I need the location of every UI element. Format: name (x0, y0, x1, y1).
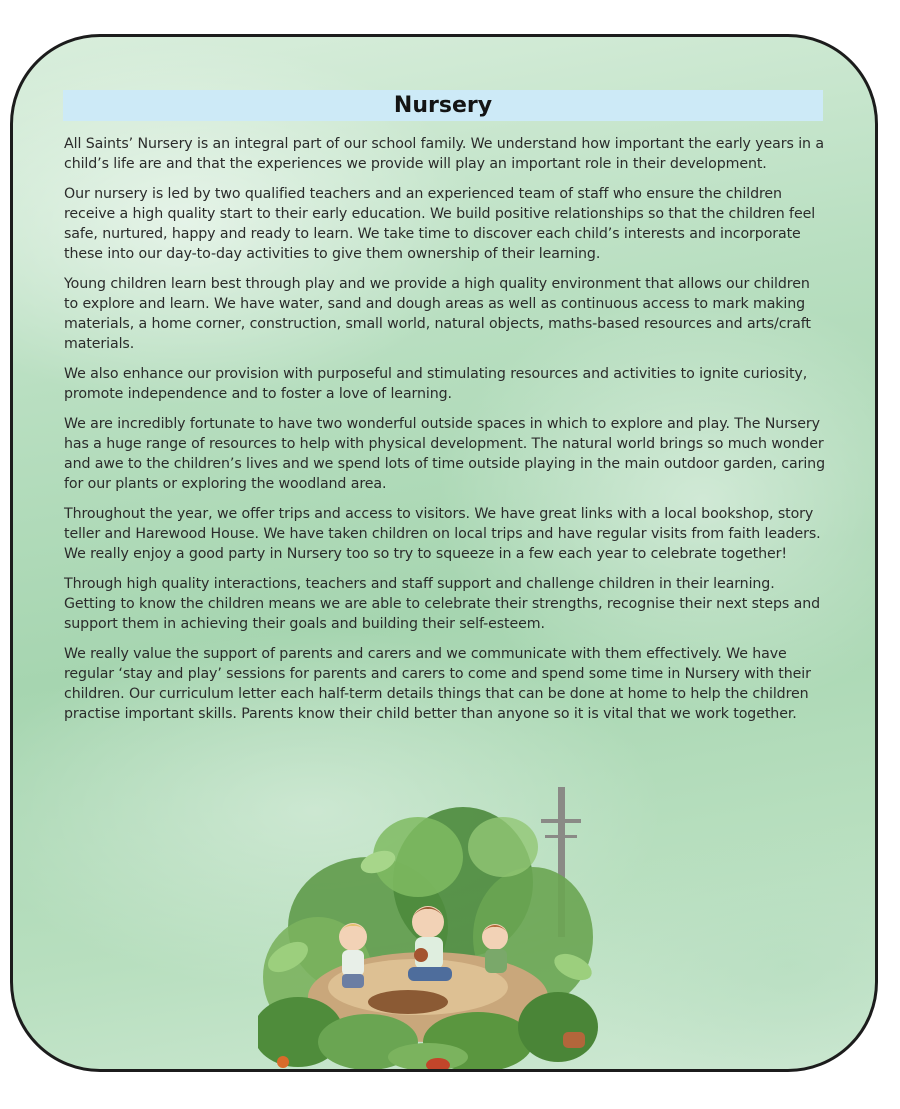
paragraph-staff: Our nursery is led by two qualified teachers and an experienced team of staff who ensure the children receive a high quality start to their early education. We build positive relationships so that the children feel safe, nurtured, happy and ready to learn. We take time to discover each child’s interests and incorporate these into our day-to-day activities to give them ownership of their learning. (64, 186, 816, 262)
title-bar (63, 90, 823, 121)
children-playing-in-garden-illustration (258, 787, 598, 1072)
nursery-card (10, 34, 878, 1072)
paragraph-parents: We really value the support of parents and carers and we communicate with them effectively. We have regular ‘stay and play’ sessions for parents and carers to come and spend some time in Nursery with their children. Our curriculum letter each half-term details things that can be done at home to help the children practise important skills. Parents know their child better than anyone so it is vital that we work together. (64, 646, 811, 722)
paragraph-trips: Throughout the year, we offer trips and access to visitors. We have great links with a local bookshop, story teller and Harewood House. We have taken children on local trips and have regular visits from faith leaders. We really enjoy a good party in Nursery too so try to squeeze in a few each year to celebrate together! (64, 506, 821, 562)
paragraph-provision: We also enhance our provision with purposeful and stimulating resources and activities to ignite curiosity, promote independence and to foster a love of learning. (64, 366, 808, 402)
page-title: Nursery (393, 93, 493, 118)
paragraph-outdoors: We are incredibly fortunate to have two wonderful outside spaces in which to explore and play. The Nursery has a huge range of resources to help with physical development. The natural world brings so much wonder and awe to the children’s lives and we spend lots of time outside playing in the main outdoor garden, caring for our plants or exploring the woodland area. (64, 416, 825, 492)
body-text (64, 134, 826, 734)
paragraph-play: Young children learn best through play and we provide a high quality environment that allows our children to explore and learn. We have water, sand and dough areas as well as continuous access to mark making materials, a home corner, construction, small world, natural objects, maths-based resources and arts/craft materials. (64, 276, 811, 352)
paragraph-interactions: Through high quality interactions, teachers and staff support and challenge children in their learning. Getting to know the children means we are able to celebrate their strengths, recognise their next steps and support them in achieving their goals and building their self-esteem. (64, 576, 820, 632)
paragraph-intro: All Saints’ Nursery is an integral part of our school family. We understand how important the early years in a child’s life are and that the experiences we provide will play an important role in their development. (64, 136, 824, 172)
